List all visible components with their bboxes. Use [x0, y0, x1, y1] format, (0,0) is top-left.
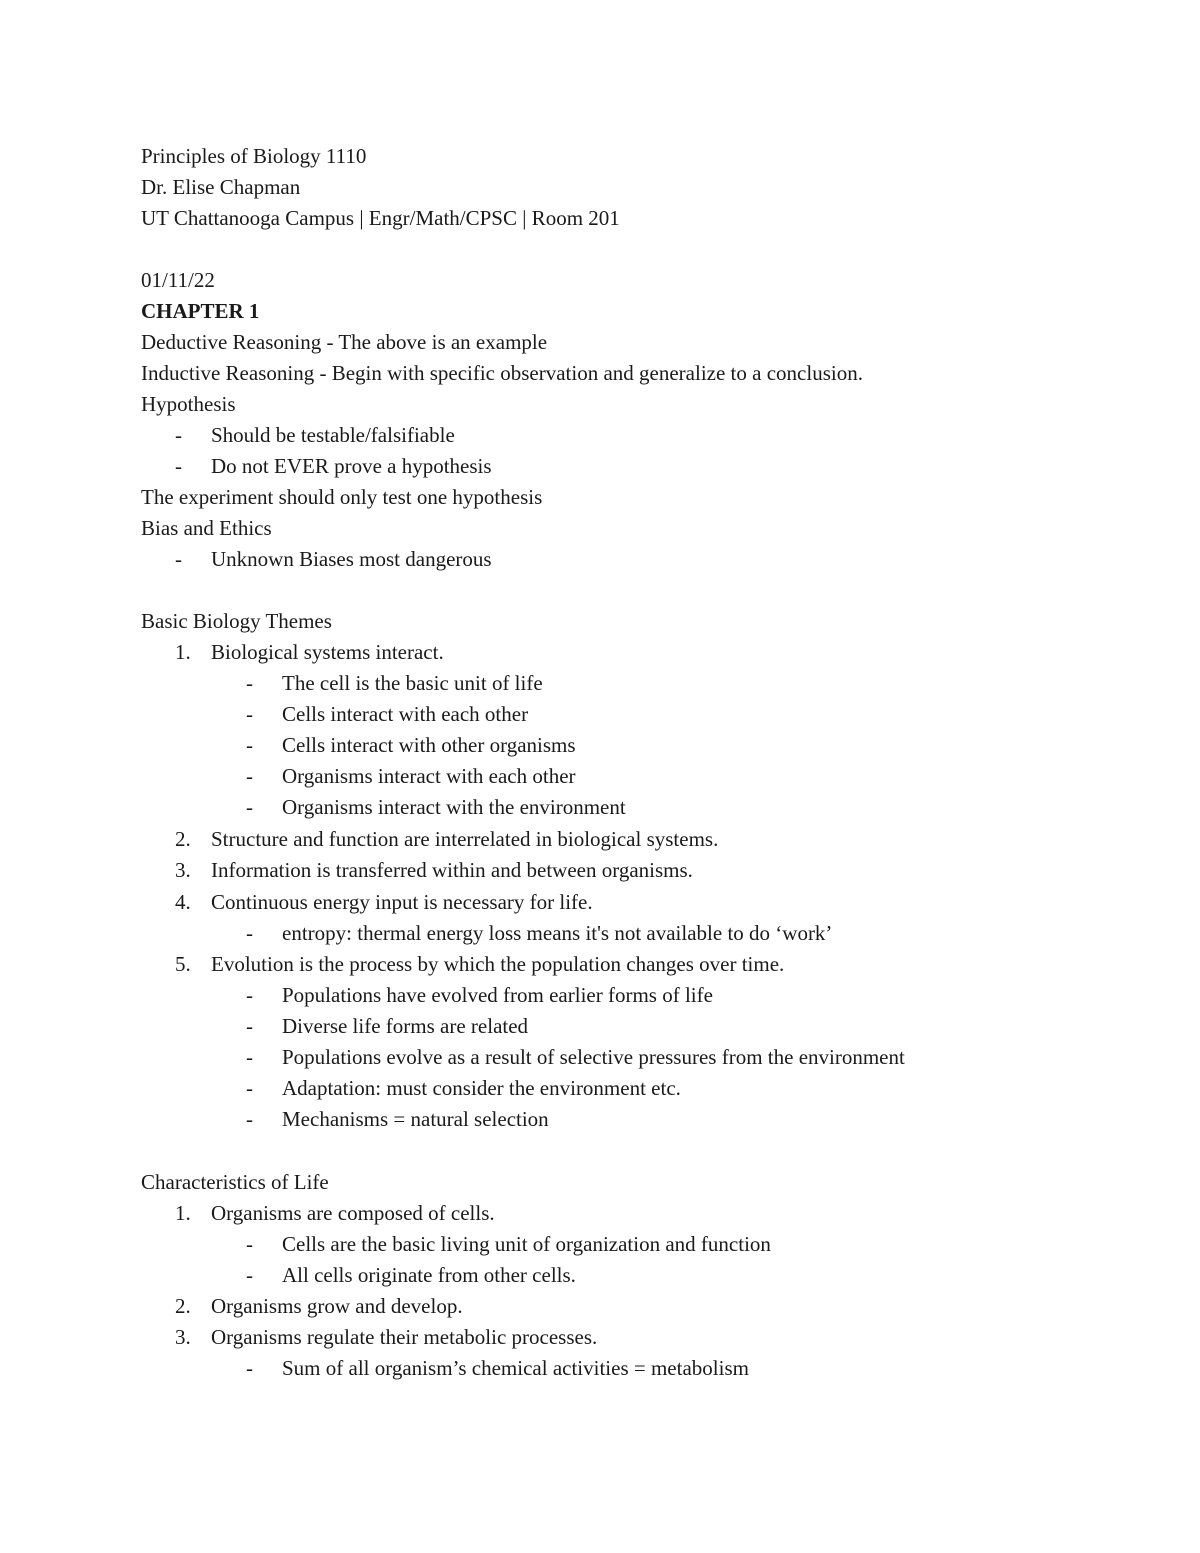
bias-heading: Bias and Ethics — [141, 516, 272, 540]
dash-marker: - — [175, 423, 182, 447]
list-number: 2. — [175, 1294, 191, 1318]
hypothesis-point: Should be testable/falsifiable — [211, 423, 455, 447]
experiment-line: The experiment should only test one hypothesis — [141, 485, 543, 509]
lecture-date: 01/11/22 — [141, 268, 215, 292]
characteristic-item: Organisms are composed of cells. — [211, 1201, 495, 1225]
theme-subitem: Populations have evolved from earlier forms of life — [282, 983, 713, 1007]
theme-subitem: Mechanisms = natural selection — [282, 1107, 549, 1131]
characteristic-subitem: Cells are the basic living unit of organization and function — [282, 1232, 771, 1256]
dash-marker: - — [246, 1045, 253, 1069]
theme-subitem: Cells interact with each other — [282, 702, 529, 726]
hypothesis-point: Do not EVER prove a hypothesis — [211, 454, 492, 478]
theme-subitem: The cell is the basic unit of life — [282, 671, 543, 695]
theme-subitem: entropy: thermal energy loss means it's not available to do ‘work’ — [282, 921, 833, 945]
theme-item: Information is transferred within and between organisms. — [211, 858, 693, 882]
dash-marker: - — [246, 1076, 253, 1100]
instructor-name: Dr. Elise Chapman — [141, 175, 301, 199]
bias-point: Unknown Biases most dangerous — [211, 547, 492, 571]
dash-marker: - — [246, 1232, 253, 1256]
characteristic-subitem: Sum of all organism’s chemical activities = metabolism — [282, 1356, 749, 1380]
theme-subitem: Adaptation: must consider the environment etc. — [282, 1076, 681, 1100]
dash-marker: - — [246, 1014, 253, 1038]
list-number: 3. — [175, 1325, 191, 1349]
list-number: 5. — [175, 952, 191, 976]
dash-marker: - — [246, 1263, 253, 1287]
dash-marker: - — [175, 454, 182, 478]
dash-marker: - — [246, 733, 253, 757]
list-number: 1. — [175, 640, 191, 664]
list-number: 1. — [175, 1201, 191, 1225]
inductive-reasoning-line: Inductive Reasoning - Begin with specific observation and generalize to a conclusion. — [141, 361, 863, 385]
theme-subitem: Organisms interact with the environment — [282, 795, 626, 819]
theme-subitem: Diverse life forms are related — [282, 1014, 529, 1038]
dash-marker: - — [246, 1107, 253, 1131]
characteristic-item: Organisms grow and develop. — [211, 1294, 463, 1318]
list-number: 3. — [175, 858, 191, 882]
characteristics-heading: Characteristics of Life — [141, 1170, 329, 1194]
dash-marker: - — [175, 547, 182, 571]
dash-marker: - — [246, 983, 253, 1007]
theme-subitem: Cells interact with other organisms — [282, 733, 576, 757]
list-number: 4. — [175, 890, 191, 914]
theme-subitem: Organisms interact with each other — [282, 764, 576, 788]
characteristic-item: Organisms regulate their metabolic processes. — [211, 1325, 598, 1349]
theme-item: Biological systems interact. — [211, 640, 444, 664]
dash-marker: - — [246, 795, 253, 819]
course-title: Principles of Biology 1110 — [141, 144, 367, 168]
dash-marker: - — [246, 702, 253, 726]
dash-marker: - — [246, 1356, 253, 1380]
themes-heading: Basic Biology Themes — [141, 609, 332, 633]
characteristic-subitem: All cells originate from other cells. — [282, 1263, 576, 1287]
dash-marker: - — [246, 921, 253, 945]
theme-item: Evolution is the process by which the population changes over time. — [211, 952, 785, 976]
class-location: UT Chattanooga Campus | Engr/Math/CPSC | Room 201 — [141, 206, 620, 230]
list-number: 2. — [175, 827, 191, 851]
chapter-heading: CHAPTER 1 — [141, 299, 260, 323]
dash-marker: - — [246, 671, 253, 695]
deductive-reasoning-line: Deductive Reasoning - The above is an example — [141, 330, 548, 354]
dash-marker: - — [246, 764, 253, 788]
hypothesis-heading: Hypothesis — [141, 392, 236, 416]
theme-item: Continuous energy input is necessary for life. — [211, 890, 593, 914]
theme-item: Structure and function are interrelated in biological systems. — [211, 827, 719, 851]
theme-subitem: Populations evolve as a result of selective pressures from the environment — [282, 1045, 905, 1069]
